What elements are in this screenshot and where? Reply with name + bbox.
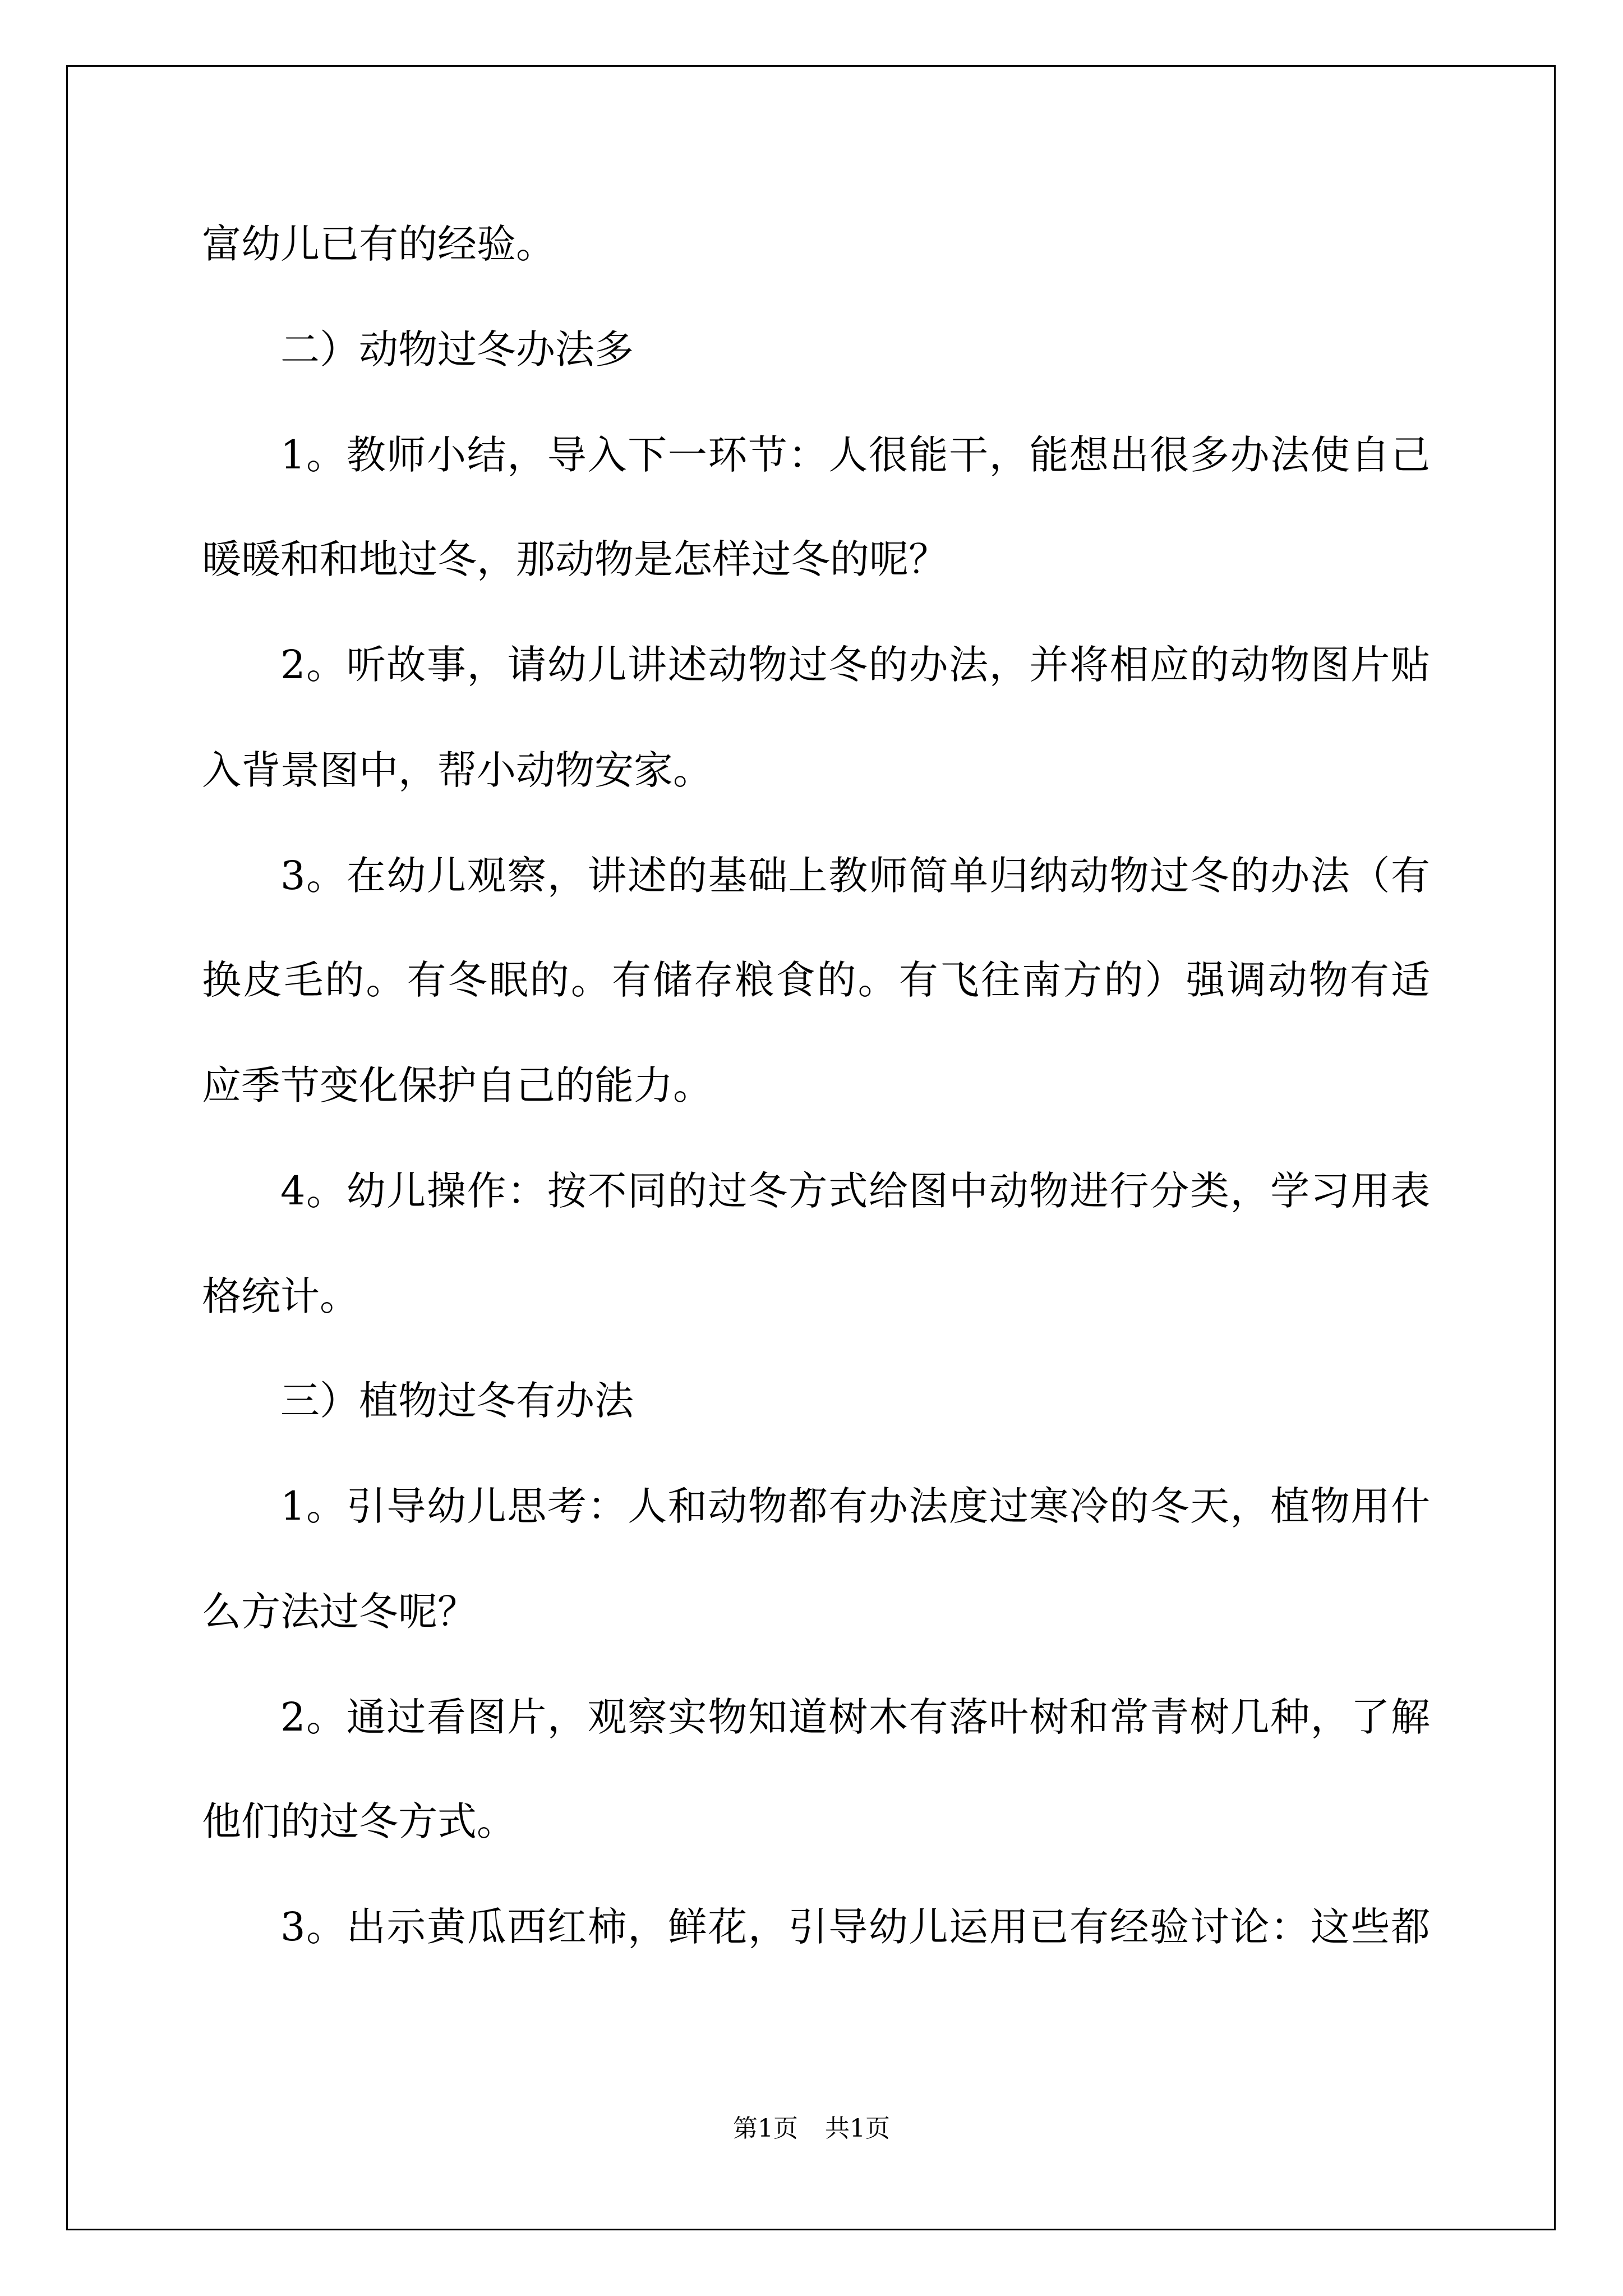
page-number-current: 第1页	[733, 2114, 798, 2143]
text-line-13: 1。引导幼儿思考：人和动物都有办法度过寒冷的冬天，植物用什	[280, 1483, 1430, 1529]
text-line-14: 么方法过冬呢？	[202, 1589, 477, 1635]
text-line-6: 入背景图中，帮小动物安家。	[202, 747, 712, 793]
section-heading-plants: 三）植物过冬有办法	[280, 1378, 634, 1424]
text-line-4: 暖暖和和地过冬，那动物是怎样过冬的呢？	[202, 536, 948, 582]
text-line-8: 换皮毛的。有冬眠的。有储存粮食的。有飞往南方的）强调动物有适	[202, 957, 1430, 1003]
text-line-9: 应季节变化保护自己的能力。	[202, 1062, 712, 1108]
page-number-total: 共1页	[825, 2114, 890, 2143]
page-footer	[0, 2112, 1623, 2146]
text-line-1: 富幼儿已有的经验。	[202, 221, 555, 267]
text-line-11: 格统计。	[202, 1273, 359, 1319]
section-heading-animals: 二）动物过冬办法多	[280, 326, 634, 372]
text-line-15: 2。通过看图片，观察实物知道树木有落叶树和常青树几种，了解	[280, 1694, 1430, 1740]
text-line-3: 1。教师小结，导入下一环节：人很能干，能想出很多办法使自己	[280, 432, 1430, 478]
text-line-17: 3。出示黄瓜西红柿，鲜花，引导幼儿运用已有经验讨论：这些都	[280, 1904, 1430, 1950]
text-line-10: 4。幼儿操作：按不同的过冬方式给图中动物进行分类，学习用表	[280, 1168, 1430, 1214]
text-line-7: 3。在幼儿观察，讲述的基础上教师简单归纳动物过冬的办法（有	[280, 853, 1430, 899]
text-line-5: 2。听故事，请幼儿讲述动物过冬的办法，并将相应的动物图片贴	[280, 642, 1430, 688]
text-line-16: 他们的过冬方式。	[202, 1798, 516, 1844]
